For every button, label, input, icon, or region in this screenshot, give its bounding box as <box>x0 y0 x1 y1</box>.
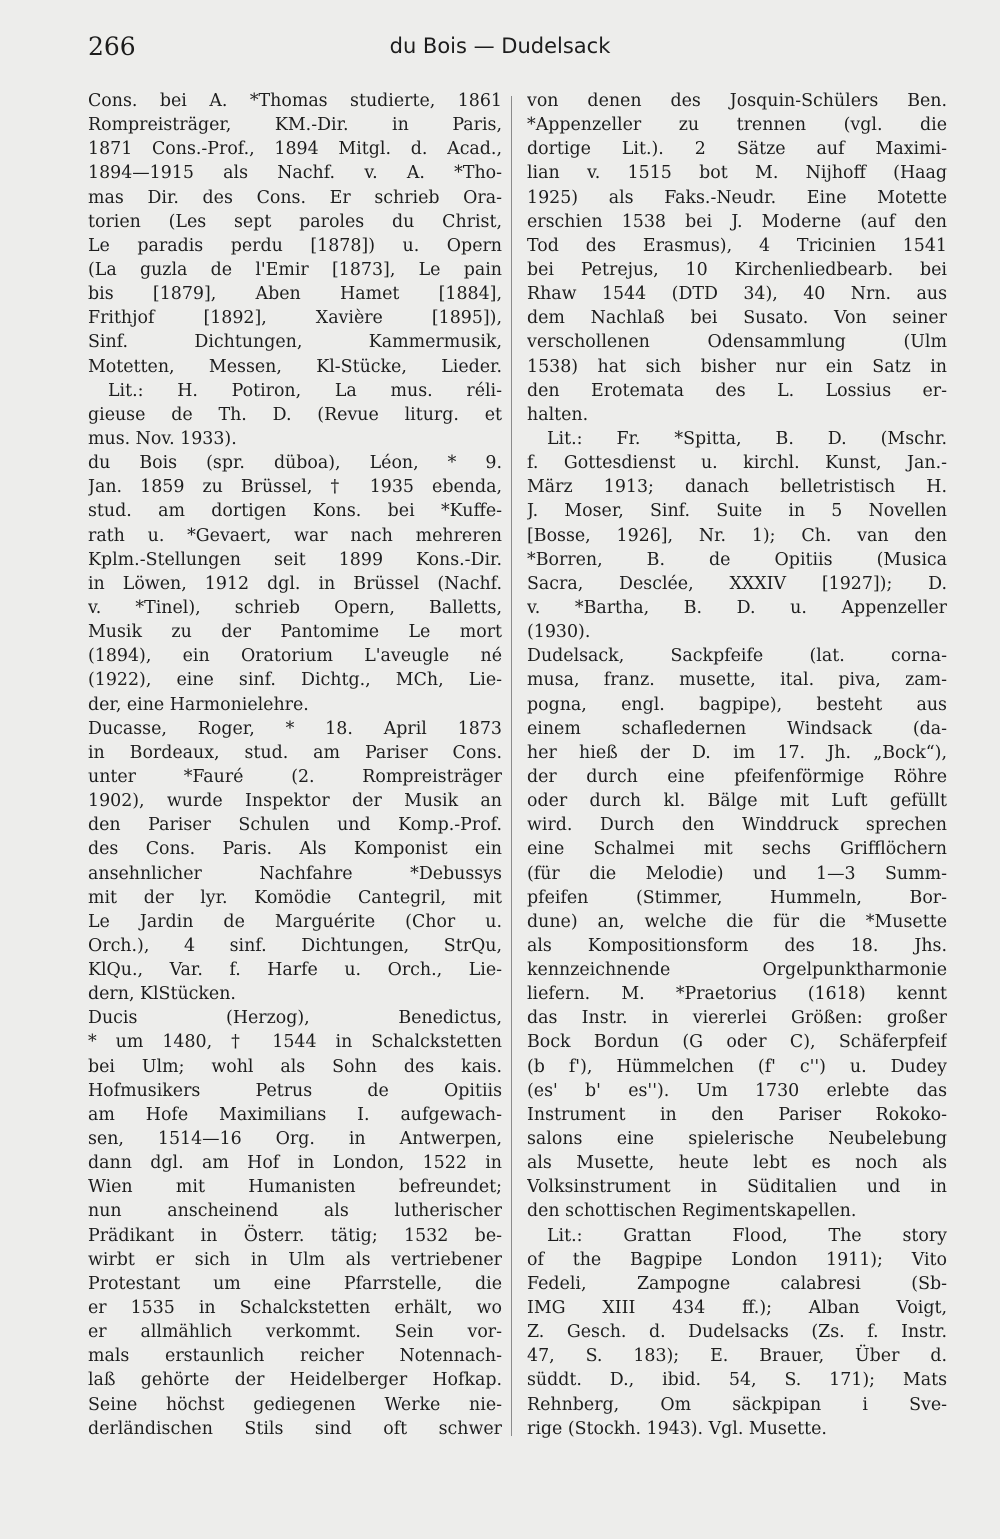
text-line: am Hofe Maximilians I. aufgewach- <box>88 1104 502 1125</box>
text-line: bei Ulm; wohl als Sohn des kais. <box>88 1056 502 1077</box>
text-line: torien (Les sept paroles du Christ, <box>88 211 502 232</box>
text-line: Rehnberg, Om säckpipan i Sve- <box>527 1394 947 1415</box>
text-line: liefern. M. *Praetorius (1618) kennt <box>527 984 947 1005</box>
text-line: KlQu., Var. f. Harfe u. Orch., Lie- <box>88 960 502 981</box>
text-line: (1930). <box>527 622 591 643</box>
text-line: *Appenzeller zu trennen (vgl. die <box>527 115 947 136</box>
text-line: (La guzla de l'Emir [1873], Le pain <box>88 259 502 280</box>
text-line: als Musette, heute lebt es noch als <box>527 1153 947 1174</box>
text-line: pogna, engl. bagpipe), besteht aus <box>527 694 947 715</box>
text-line: gieuse de Th. D. (Revue liturg. et <box>88 404 502 425</box>
text-line: Prädikant in Österr. tätig; 1532 be- <box>88 1225 502 1246</box>
text-line: Lit.: H. Potiron, La mus. réli- <box>108 380 502 401</box>
entry-heading-line: du Bois (spr. düboa), Léon, * 9. <box>88 453 502 474</box>
text-line: den Erotemata des L. Lossius er- <box>527 380 947 401</box>
text-line: den Pariser Schulen und Komp.-Prof. <box>88 815 502 836</box>
text-line: erschien 1538 bei J. Moderne (auf den <box>527 211 947 232</box>
text-line: Rompreisträger, KM.-Dir. in Paris, <box>88 115 502 136</box>
text-line: 47, S. 183); E. Brauer, Über d. <box>527 1346 947 1367</box>
text-line: v. *Bartha, B. D. u. Appenzeller <box>527 597 947 618</box>
text-line: wird. Durch den Winddruck sprechen <box>527 815 947 836</box>
text-line: dortige Lit.). 2 Sätze auf Maximi- <box>527 139 947 160</box>
text-line: der durch eine pfeifenförmige Röhre <box>527 766 947 787</box>
text-line: Cons. bei A. *Thomas studierte, 1861 <box>88 91 502 111</box>
text-line: Fedeli, Zampogne calabresi (Sb- <box>527 1273 947 1294</box>
text-line: f. Gottesdienst u. kirchl. Kunst, Jan.- <box>527 453 947 474</box>
text-line: als Kompositionsform des 18. Jhs. <box>527 935 947 956</box>
text-line: dern, KlStücken. <box>88 984 236 1005</box>
text-line: der, eine Harmonielehre. <box>88 694 309 715</box>
text-line: Le paradis perdu [1878]) u. Opern <box>88 235 502 256</box>
text-line: 1925) als Faks.-Neudr. Eine Motette <box>527 187 947 208</box>
text-line: [Bosse, 1926], Nr. 1); Ch. van den <box>527 525 947 546</box>
text-line: rath u. *Gevaert, war nach mehreren <box>88 525 502 546</box>
text-line: pfeifen (Stimmer, Hummeln, Bor- <box>527 887 947 908</box>
text-line: dem Nachlaß bei Susato. Von seiner <box>527 308 947 329</box>
text-line: Rhaw 1544 (DTD 34), 40 Nrn. aus <box>527 284 947 305</box>
column-divider <box>511 96 512 1436</box>
text-line: 1871 Cons.-Prof., 1894 Mitgl. d. Acad., <box>88 139 502 160</box>
text-line: von denen des Josquin-Schülers Ben. <box>527 91 947 111</box>
text-line: musa, franz. musette, ital. piva, zam- <box>527 670 947 691</box>
text-line: 1538) hat sich bisher nur ein Satz in <box>527 356 947 377</box>
text-line: Tod des Erasmus), 4 Tricinien 1541 <box>527 235 947 256</box>
text-line: einem schafledernen Windsack (da- <box>527 718 947 739</box>
text-line: oder durch kl. Bälge mit Luft gefüllt <box>527 791 947 812</box>
text-line: Instrument in den Pariser Rokoko- <box>527 1104 947 1125</box>
text-line: derländischen Stils sind oft schwer <box>88 1418 502 1439</box>
text-line: bei Petrejus, 10 Kirchenliedbearb. bei <box>527 259 947 280</box>
entry-heading-line: Dudelsack, Sackpfeife (lat. corna- <box>527 646 947 667</box>
text-line: Lit.: Grattan Flood, The story <box>547 1225 947 1246</box>
text-line: er 1535 in Schalckstetten erhält, wo <box>88 1298 502 1319</box>
text-line: (1894), ein Oratorium L'aveugle né <box>88 646 502 667</box>
text-line: dann dgl. am Hof in London, 1522 in <box>88 1153 502 1174</box>
text-line: 1894—1915 als Nachf. v. A. *Tho- <box>88 163 502 184</box>
text-line: süddt. D., ibid. 54, S. 171); Mats <box>527 1370 947 1391</box>
text-line: dune) an, welche die für die *Musette <box>527 911 947 932</box>
text-line: Sinf. Dichtungen, Kammermusik, <box>88 332 502 353</box>
text-line: Motetten, Messen, Kl-Stücke, Lieder. <box>88 356 502 377</box>
text-line: (für die Melodie) und 1—3 Summ- <box>527 863 947 884</box>
text-line: rige (Stockh. 1943). Vgl. Musette. <box>527 1418 827 1439</box>
text-line: wirbt er sich in Ulm als vertriebener <box>88 1249 502 1270</box>
text-line: eine Schalmei mit sechs Grifflöchern <box>527 839 947 860</box>
text-line: Z. Gesch. d. Dudelsacks (Zs. f. Instr. <box>527 1322 947 1343</box>
text-line: März 1913; danach belletristisch H. <box>527 477 947 498</box>
text-line: Le Jardin de Marguérite (Chor u. <box>88 911 502 932</box>
text-line: Wien mit Humanisten befreundet; <box>88 1177 502 1198</box>
text-line: 1902), wurde Inspektor der Musik an <box>88 791 502 812</box>
text-line: Hofmusikers Petrus de Opitiis <box>88 1080 502 1101</box>
text-line: Jan. 1859 zu Brüssel, † 1935 ebenda, <box>88 477 502 498</box>
text-line: des Cons. Paris. Als Komponist ein <box>88 839 502 860</box>
text-line: J. Moser, Sinf. Suite in 5 Novellen <box>527 501 947 522</box>
text-line: lian v. 1515 bot M. Nijhoff (Haag <box>527 163 947 184</box>
text-line: (es' b' es''). Um 1730 erlebte das <box>527 1080 947 1101</box>
text-line: den schottischen Regimentskapellen. <box>527 1201 857 1222</box>
text-line: (b f'), Hümmelchen (f' c'') u. Dudey <box>527 1056 947 1077</box>
text-line: nun anscheinend als lutherischer <box>88 1201 502 1222</box>
text-line: mas Dir. des Cons. Er schrieb Ora- <box>88 187 502 208</box>
text-line: kennzeichnende Orgelpunktharmonie <box>527 960 947 981</box>
text-line: in Bordeaux, stud. am Pariser Cons. <box>88 742 502 763</box>
text-line: bis [1879], Aben Hamet [1884], <box>88 284 502 305</box>
text-line: ansehnlicher Nachfahre *Debussys <box>88 863 502 884</box>
text-line: Bock Bordun (G oder C), Schäferpfeif <box>527 1032 947 1053</box>
text-line: unter *Fauré (2. Rompreisträger <box>88 766 502 787</box>
text-line: Seine höchst gediegenen Werke nie- <box>88 1394 502 1415</box>
text-line: of the Bagpipe London 1911); Vito <box>527 1249 947 1270</box>
text-line: sen, 1514—16 Org. in Antwerpen, <box>88 1129 502 1150</box>
text-line: her hieß der D. im 17. Jh. „Bock“), <box>527 742 947 763</box>
text-line: Musik zu der Pantomime Le mort <box>88 622 502 643</box>
text-line: verschollenen Odensammlung (Ulm <box>527 332 947 353</box>
left-column <box>88 89 502 1441</box>
text-line: stud. am dortigen Kons. bei *Kuffe- <box>88 501 502 522</box>
text-line: mit der lyr. Komödie Cantegril, mit <box>88 887 502 908</box>
text-line: (1922), eine sinf. Dichtg., MCh, Lie- <box>88 670 502 691</box>
text-line: IMG XIII 434 ff.); Alban Voigt, <box>527 1298 947 1319</box>
text-line: laß gehörte der Heidelberger Hofkap. <box>88 1370 502 1391</box>
text-line: er allmählich verkommt. Sein vor- <box>88 1322 502 1343</box>
right-column <box>527 89 947 1441</box>
running-head: du Bois — Dudelsack <box>389 34 611 58</box>
text-line: salons eine spielerische Neubelebung <box>527 1129 947 1150</box>
text-line: Protestant um eine Pfarrstelle, die <box>88 1273 502 1294</box>
text-line: in Löwen, 1912 dgl. in Brüssel (Nachf. <box>88 573 502 594</box>
text-line: halten. <box>527 404 589 425</box>
text-line: Kplm.-Stellungen seit 1899 Kons.-Dir. <box>88 549 502 570</box>
text-line: *Borren, B. de Opitiis (Musica <box>527 549 947 570</box>
entry-heading-line: Ducasse, Roger, * 18. April 1873 <box>88 718 502 739</box>
text-line: Frithjof [1892], Xavière [1895]), <box>88 308 502 329</box>
entry-heading-line: Ducis (Herzog), Benedictus, <box>88 1008 502 1029</box>
text-line: Lit.: Fr. *Spitta, B. D. (Mschr. <box>547 428 947 449</box>
text-line: das Instr. in viererlei Größen: großer <box>527 1008 947 1029</box>
text-line: mus. Nov. 1933). <box>88 428 237 449</box>
text-line: Volksinstrument in Süditalien und in <box>527 1177 947 1198</box>
page-number: 266 <box>88 32 136 61</box>
text-line: Sacra, Desclée, XXXIV [1927]); D. <box>527 573 947 594</box>
text-line: mals erstaunlich reicher Notennach- <box>88 1346 502 1367</box>
text-line: v. *Tinel), schrieb Opern, Balletts, <box>88 597 502 618</box>
text-line: * um 1480, † 1544 in Schalckstetten <box>88 1032 502 1053</box>
text-line: Orch.), 4 sinf. Dichtungen, StrQu, <box>88 935 502 956</box>
